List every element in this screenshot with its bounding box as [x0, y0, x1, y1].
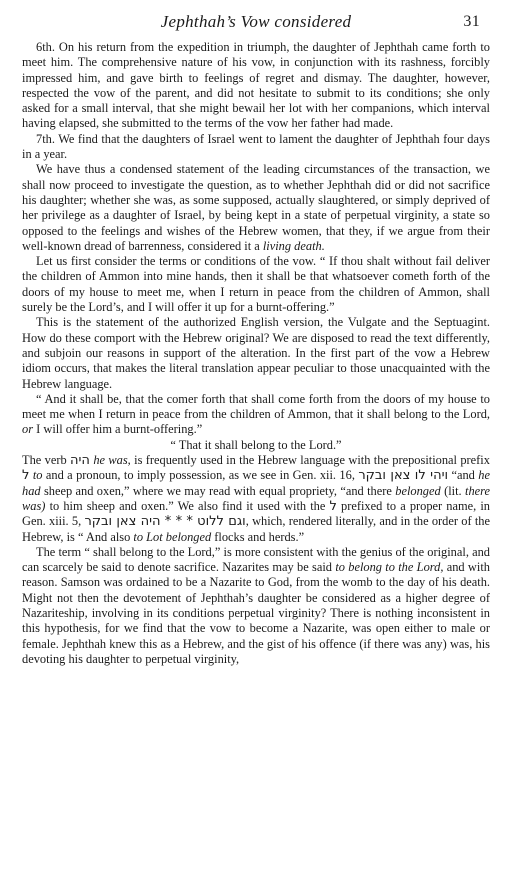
- living-death-phrase: living death.: [262, 238, 325, 253]
- hebrew-text: ל: [22, 468, 30, 484]
- paragraph-7th: 7th. We find that the daughters of Israel went to lament the daughter of Jephthah four days in a year.: [22, 131, 490, 162]
- running-header: [22, 14, 490, 40]
- paragraph-quote: “ That it shall belong to the Lord.”: [170, 437, 342, 452]
- paragraph-versions: This is the statement of the authorized English version, the Vulgate and the Septuagint. How do these comport with the Hebrew original? We are disposed to read the text differently, and subjoin our reasons in support of the alteration. In the first part of the vow a Hebrew idiom occurs, that makes the literal translation appear peculiar to those unacquainted with the Hebrew language.: [22, 315, 490, 391]
- paragraph-nazarite: The term “ shall belong to the Lord,” is more consistent with the genius of the original, and can scarcely be said to denote sacrifice. Nazarites may be said to belong to the Lord, and with reason. Samson was ordained to be a Nazarite to God, from the womb to the day of his death. Might not then the devotement of Jephthah’s daughter be considered as a higher degree of Nazariteship, involving in its conditions perpetual virginity? There is nothing inconsistent in this hypothesis, for we find that the vow to become a Nazarite, was open either to male or female. Jephthah knew this as a Hebrew, and the gist of his offence (if there was any) was, his devoting his daughter to perpetual virginity,: [22, 544, 490, 666]
- paragraph-summary: We have thus a condensed statement of the leading circumstances of the transaction, we shall now proceed to investigate the question, as to whether Jephthah did or did not sacrifice his daughter; whether she was, as some supposed, actually slaughtered, or simply deprived of her privilege as a daughter of Israel, by being kept in a state of perpetual virginity, a state so opposed to the feelings and wishes of the Hebrew women, that they, if we argue from their well-known dread of barrenness, considered it a living death.: [22, 162, 490, 253]
- page-number: 31: [463, 13, 480, 30]
- paragraph-literal-vow: “ And it shall be, that the comer forth that shall come forth from the doors of my house to meet me when I return in peace from the children of Ammon, that it shall belong to the Lord, or I will offer him a burnt-offering.”: [22, 391, 490, 437]
- hebrew-text: ל: [329, 498, 337, 514]
- paragraph-6th: 6th. On his return from the expedition in triumph, the daughter of Jephthah came forth to meet him. The comprehensive nature of his vow, in conjunction with its rashness, forcibly impressed him, and gave birth to feelings of regret and dismay. The daughter, however, respected the vow of the parent, and did not hesitate to submit to its conditions; she only asked for a small interval, that she might bewail her lot with her companions, which interval having elapsed, she submitted to the terms of the vow her father had made.: [22, 40, 490, 131]
- hebrew-text: וגם ללוט * * * היה צאן ובקר: [84, 514, 246, 530]
- paragraph-verb: The verb היה he was, is frequently used in the Hebrew language with the prepositional prefix ל to and a pronoun, to imply possession, as we see in Gen. xii. 16, ויהי לו צאן ובקר “and he had sheep and oxen,” where we may read with equal propriety, “and there belonged (lit. there was) to him sheep and oxen.” We also find it used with the ל prefixed to a proper name, in Gen. xiii. 5, וגם ללוט * * * היה צאן ובקר, which, rendered literally, and in the order of the Hebrew, is “ And also to Lot belonged flocks and herds.”: [22, 453, 491, 544]
- paragraph-vow-terms: Let us first consider the terms or conditions of the vow. “ If thou shalt without fail deliver the children of Ammon into mine hands, then it shall be that whatsoever cometh forth of the doors of my house to meet me, when I return in peace from the children of Ammon, shall surely be the Lord’s, and I will offer it up for a burnt-offering.”: [22, 254, 490, 315]
- hebrew-text: היה: [70, 453, 90, 469]
- hebrew-text: ויהי לו צאן ובקר: [358, 468, 449, 484]
- running-title: Jephthah’s Vow considered: [160, 12, 352, 31]
